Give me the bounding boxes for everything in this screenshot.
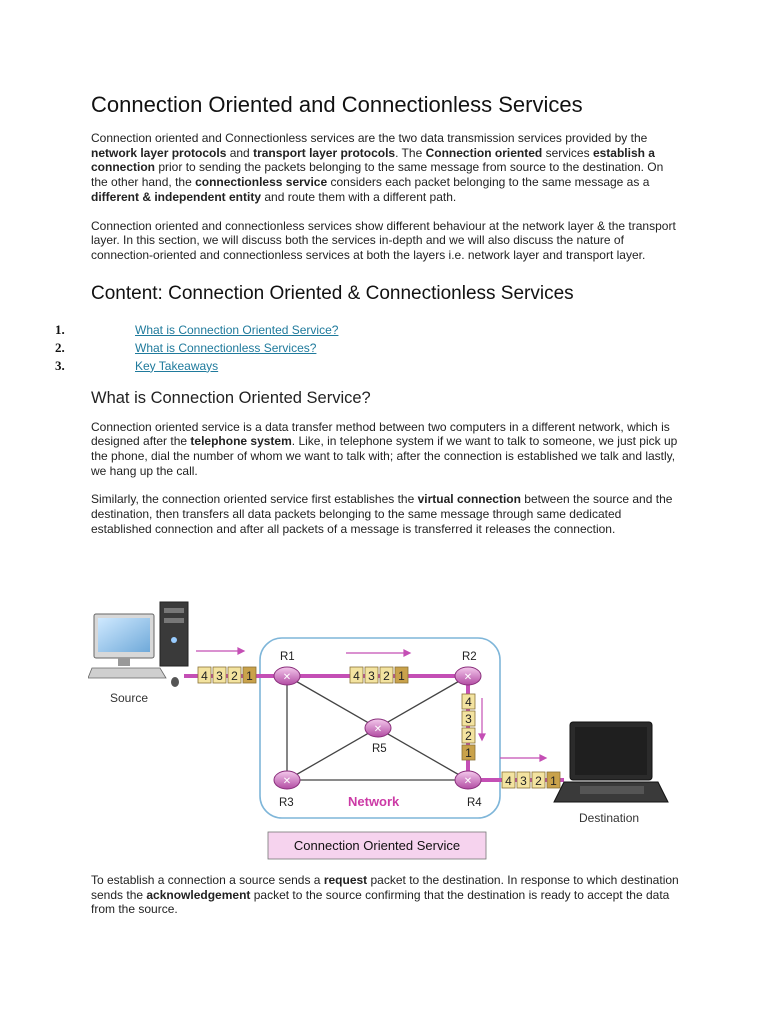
packet-label: 4 (505, 774, 512, 788)
network-label: Network (348, 794, 400, 809)
router-r5 (365, 719, 391, 737)
router-icon: ✕ (373, 724, 383, 735)
router-r3 (274, 771, 300, 789)
toc-link-connectionless[interactable]: What is Connectionless Services? (135, 340, 317, 355)
article-body (55, 92, 681, 551)
toc-link-connection-oriented[interactable]: What is Connection Oriented Service? (135, 322, 339, 337)
figure-caption: Connection Oriented Service (293, 838, 461, 853)
router-r2 (455, 667, 481, 685)
table-of-contents (55, 321, 681, 375)
toc-number: 3. (55, 357, 65, 373)
destination-label: Destination (579, 811, 640, 825)
packet-label: 1 (246, 669, 253, 683)
toc-item (55, 321, 681, 339)
connection-oriented-diagram (88, 596, 688, 866)
page-title: Connection Oriented and Connectionless Services (91, 92, 583, 117)
router-label-r1: R1 (280, 651, 295, 663)
packet-label: 4 (353, 669, 360, 683)
router-icon: ✕ (282, 776, 292, 787)
router-icon: ✕ (463, 672, 473, 683)
packet-label: 2 (465, 729, 472, 743)
section1-paragraph-1: Connection oriented service is a data transfer method between two computers in a different network, which is designed after the telephone system. Like, in telephone system if we want to talk to someone, we just pick up the phone, dial the number of whom we want to talk with; after the connection is established we talk and lastly, we hang up the call. (91, 419, 678, 478)
packet-label: 2 (231, 669, 238, 683)
destination-laptop-icon (554, 722, 668, 802)
packet-label: 1 (550, 774, 557, 788)
toc-item (55, 339, 681, 357)
intro-paragraph-1: Connection oriented and Connectionless services are the two data transmission services provided by the network layer protocols and transport layer protocols. The Connection oriented services establish a connection prior to sending the packets belonging to the same message from source to the destination. On the other hand, the connectionless service considers each packet belonging to the same message as a different & independent entity and route them with a different path. (91, 131, 664, 204)
packet-label: 4 (201, 669, 208, 683)
section1-paragraph-2: Similarly, the connection oriented service first establishes the virtual connection between the source and the destination, then transfers all data packets belonging to the same message through same dedicated established connection and after all packets of a message is transferred it releases the connection. (91, 492, 673, 536)
content-heading: Content: Connection Oriented & Connectionless Services (91, 282, 574, 304)
packet-label: 1 (398, 669, 405, 683)
article-continuation (91, 873, 681, 931)
packet-label: 3 (465, 712, 472, 726)
router-label-r4: R4 (467, 797, 482, 809)
router-label-r5: R5 (372, 743, 387, 755)
toc-item (55, 357, 681, 375)
router-icon: ✕ (463, 776, 473, 787)
router-label-r2: R2 (462, 651, 477, 663)
source-computer-icon (88, 602, 188, 687)
toc-number: 2. (55, 339, 65, 355)
router-r4 (455, 771, 481, 789)
packet-label: 3 (368, 669, 375, 683)
packet-label: 4 (465, 695, 472, 709)
packet-label: 2 (535, 774, 542, 788)
toc-number: 1. (55, 321, 65, 337)
router-label-r3: R3 (279, 797, 294, 809)
packet-label: 2 (383, 669, 390, 683)
intro-paragraph-2: Connection oriented and connectionless services show different behaviour at the network layer & the transport layer. In this section, we will discuss both the services in-depth and we will also discuss the nature of connection-oriented and connectionless services at both the layers i.e. network layer and transport layer. (91, 218, 676, 262)
toc-link-key-takeaways[interactable]: Key Takeaways (135, 358, 219, 373)
packet-label: 3 (520, 774, 527, 788)
source-label: Source (110, 691, 149, 705)
router-r1 (274, 667, 300, 685)
direction-arrows (196, 648, 546, 761)
section2-paragraph-1: To establish a connection a source sends a request packet to the destination. In response to which destination sends the acknowledgement packet to the source confirming that the destination is ready to accept the data from the source. (91, 873, 679, 917)
section-heading-connection-oriented: What is Connection Oriented Service? (91, 388, 371, 407)
packet-label: 3 (216, 669, 223, 683)
packet-label: 1 (465, 746, 472, 760)
router-icon: ✕ (282, 672, 292, 683)
